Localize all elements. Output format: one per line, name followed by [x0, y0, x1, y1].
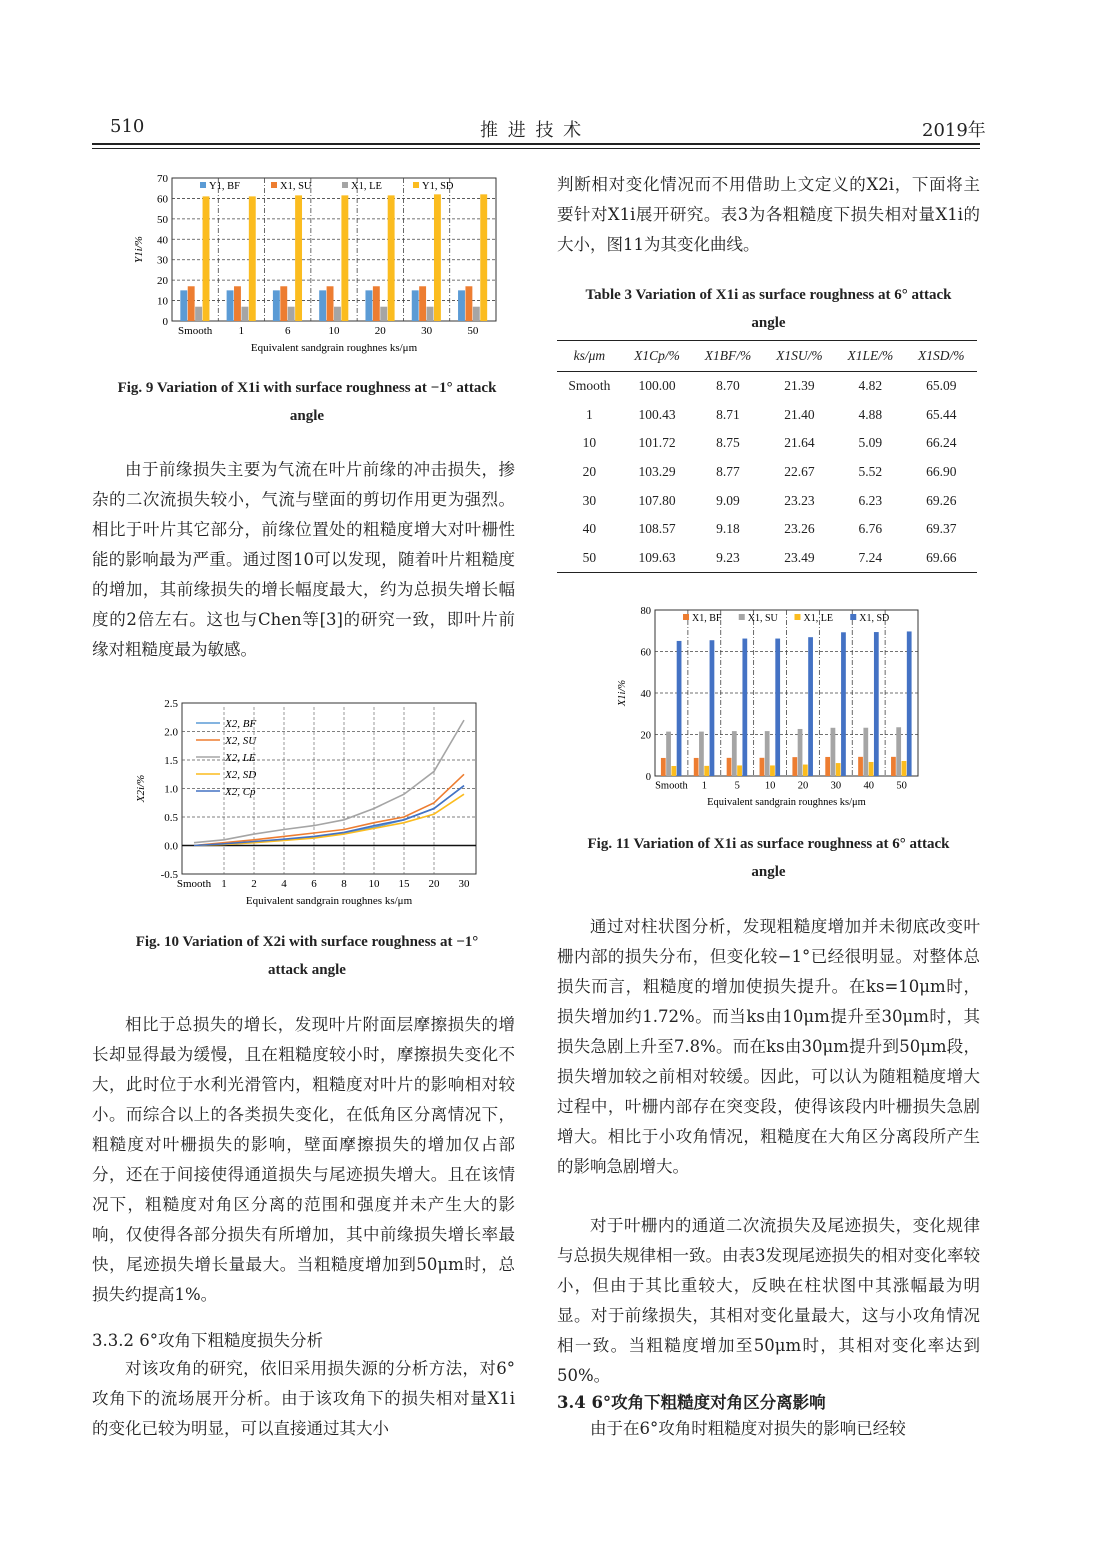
bar — [671, 766, 676, 776]
bar — [792, 757, 797, 776]
x-tick-label: 20 — [374, 325, 386, 337]
bar — [869, 762, 874, 776]
table-3 — [557, 340, 977, 573]
table-3-header: X1SD/% — [906, 341, 977, 372]
journal-title: 推 进 技 术 — [480, 120, 584, 141]
right-paragraph-0-text: 判断相对变化情况而不用借助上文定义的X2i，下面将主要针对X1i展开研究。表3为各粗糙度下损失相对量X1i的大小，图11为其变化曲线。 — [557, 175, 980, 254]
table-3-caption-line1: Table 3 Variation of X1i as surface roughness at 6° attack — [585, 287, 952, 303]
bar — [863, 728, 868, 776]
table-row — [557, 515, 977, 544]
table-3-header: X1Cp/% — [622, 341, 692, 372]
y-tick-label: 0.0 — [164, 840, 178, 853]
x-axis-label: Equivalent sandgrain roughnes ks/μm — [707, 797, 866, 808]
table-row — [557, 458, 977, 487]
x-tick-label: 4 — [281, 878, 287, 890]
bar — [803, 765, 808, 776]
bar — [319, 290, 326, 321]
y-tick-label: 20 — [157, 275, 168, 288]
left-paragraph-3 — [92, 1354, 515, 1444]
bar — [427, 307, 434, 321]
bar — [694, 758, 699, 776]
y-tick-label: 30 — [157, 254, 168, 267]
x-tick-label: 30 — [830, 780, 842, 792]
year: 2019年 — [922, 120, 986, 141]
table-cell: 66.24 — [926, 435, 957, 451]
bar — [831, 728, 836, 776]
bar — [798, 729, 803, 776]
figure-10-caption-line1: Fig. 10 Variation of X2i with surface roughness at −1° — [135, 934, 479, 950]
bar — [760, 758, 765, 776]
legend-label: X1, LE — [803, 613, 833, 624]
bar — [295, 195, 302, 321]
table-cell: 7.24 — [835, 544, 905, 573]
x-tick-label: Smooth — [655, 780, 688, 792]
legend-label: X1, SU — [747, 613, 778, 624]
bar — [241, 307, 248, 321]
legend-swatch — [850, 614, 856, 620]
x-tick-label: 2 — [251, 878, 257, 890]
y-tick-label: 60 — [640, 647, 651, 659]
right-paragraph-2-text: 对于叶栅内的通道二次流损失及尾迹损失，变化规律与总损失规律相一致。由表3发现尾迹损失的相对变化率较小，但由于其比重较大，反映在柱状图中其涨幅最为明显。对于前缘损失，其相对变化量最大，这与小攻角情况相一致。当粗糙度增加至50μm时，其相对变化率达到50%。 — [557, 1216, 980, 1385]
y-axis-label: X2i/% — [135, 774, 147, 803]
table-cell: 107.80 — [638, 492, 676, 508]
table-3-header: X1BF/% — [692, 341, 763, 372]
x-tick-label: 1 — [701, 780, 707, 792]
table-cell: 50 — [557, 544, 622, 573]
bar — [280, 286, 287, 321]
table-cell: 8.71 — [716, 406, 740, 422]
y-tick-label: 50 — [157, 213, 168, 226]
bar — [334, 307, 341, 321]
figure-11-caption-line2: angle — [751, 864, 786, 880]
bar — [742, 639, 747, 776]
table-cell: 65.44 — [926, 406, 957, 422]
bar — [327, 286, 334, 321]
figure-9-caption-line1: Fig. 9 Variation of X1i with surface roughness at −1° attack — [117, 380, 497, 396]
figure-10-caption-line2: attack angle — [268, 962, 346, 978]
table-cell: 100.43 — [638, 406, 676, 422]
table-3-header: X1LE/% — [835, 341, 905, 372]
bar — [891, 757, 896, 776]
y-tick-label: 2.5 — [164, 698, 178, 710]
y-tick-label: 10 — [157, 295, 168, 308]
x-axis-label: Equivalent sandgrain roughnes ks/μm — [250, 342, 418, 354]
bar — [195, 307, 202, 321]
bar — [480, 194, 487, 321]
table-row — [557, 401, 977, 430]
table-cell: 69.26 — [926, 492, 957, 508]
header-rule — [92, 143, 980, 145]
table-cell: 65.09 — [926, 378, 957, 394]
bar — [188, 286, 195, 321]
bar — [380, 307, 387, 321]
bar — [288, 307, 295, 321]
table-cell: 108.57 — [638, 521, 676, 537]
table-cell: 23.49 — [764, 544, 835, 573]
bar — [465, 286, 472, 321]
legend-swatch — [342, 182, 348, 188]
table-3-caption-line2: angle — [751, 315, 786, 331]
bar — [836, 763, 841, 776]
x-tick-label: 20 — [797, 780, 809, 792]
legend-label: X2, Cp — [225, 786, 256, 798]
bar — [770, 765, 775, 776]
bar — [373, 286, 380, 321]
table-cell: 23.26 — [784, 521, 815, 537]
bar — [825, 757, 830, 776]
bar — [661, 758, 666, 776]
bar — [234, 286, 241, 321]
table-cell: 4.82 — [858, 378, 883, 394]
right-paragraph-3-text: 由于在6°攻角时粗糙度对损失的影响已经较 — [590, 1419, 906, 1438]
table-cell: 9.23 — [692, 544, 763, 573]
y-tick-label: 80 — [640, 606, 651, 617]
table-row — [557, 486, 977, 515]
table-cell: 21.64 — [784, 435, 815, 451]
y-axis-label: Y1i/% — [133, 236, 145, 263]
table-cell: 30 — [582, 492, 597, 508]
legend-swatch — [739, 614, 745, 620]
bar — [227, 290, 234, 321]
legend-label: Y1, BF — [209, 181, 240, 192]
table-cell: 5.09 — [858, 435, 883, 451]
legend-swatch — [413, 182, 419, 188]
bar — [765, 731, 770, 776]
x-tick-label: 1 — [238, 325, 245, 337]
legend-label: X2, LE — [225, 752, 256, 764]
x-tick-label: 10 — [368, 878, 380, 890]
figure-9-caption — [92, 374, 522, 430]
table-cell: 21.40 — [784, 406, 815, 422]
bar — [737, 765, 742, 776]
y-tick-label: 60 — [157, 193, 168, 206]
left-paragraph-2 — [92, 1010, 515, 1310]
legend-swatch — [795, 614, 801, 620]
bar — [365, 290, 372, 321]
table-cell: 109.63 — [622, 544, 692, 573]
bar — [666, 732, 671, 776]
table-cell: 40 — [582, 521, 597, 537]
table-cell: 9.18 — [716, 521, 740, 537]
plot-frame — [172, 178, 496, 321]
x-tick-label: 6 — [284, 325, 291, 337]
bar — [902, 761, 907, 776]
section-heading-3-4: 3.4 6°攻角下粗糙度对角区分离影响 — [557, 1393, 826, 1412]
left-paragraph-1 — [92, 455, 515, 665]
y-tick-label: 2.0 — [164, 726, 178, 739]
figure-11-caption-line1: Fig. 11 Variation of X1i as surface roughness at 6° attack — [587, 836, 950, 852]
bar — [874, 632, 879, 776]
bar — [203, 196, 210, 321]
table-cell: 9.09 — [716, 492, 740, 508]
table-3-caption — [557, 281, 980, 337]
table-cell: 20 — [582, 464, 597, 480]
figure-9-chart — [110, 168, 510, 373]
table-cell: 1 — [586, 406, 593, 422]
x-tick-label: 5 — [734, 780, 740, 792]
figure-9-caption-line2: angle — [289, 408, 325, 424]
bar — [419, 286, 426, 321]
legend-label: X1, LE — [351, 181, 382, 192]
table-cell: 8.75 — [716, 435, 740, 451]
bar — [473, 307, 480, 321]
y-axis-label: X1i/% — [617, 679, 628, 707]
y-tick-label: 40 — [157, 234, 168, 247]
table-cell: 5.52 — [858, 464, 883, 480]
bar — [727, 758, 732, 776]
bar — [677, 641, 682, 776]
legend-label: X2, BF — [225, 718, 257, 730]
table-cell: 8.77 — [716, 464, 740, 480]
y-tick-label: -0.5 — [160, 869, 178, 881]
y-tick-label: 0 — [645, 772, 651, 783]
legend-swatch — [200, 182, 206, 188]
table-row — [557, 544, 977, 573]
x-tick-label: 20 — [428, 878, 440, 890]
table-cell: 23.23 — [784, 492, 815, 508]
left-paragraph-3-text: 对该攻角的研究，依旧采用损失源的分析方法，对6°攻角下的流场展开分析。由于该攻角下的损失相对量X1i的变化已较为明显，可以直接通过其大小 — [92, 1359, 515, 1438]
y-tick-label: 20 — [640, 730, 651, 742]
table-row — [557, 429, 977, 458]
bar — [858, 757, 863, 776]
table-cell: 66.90 — [926, 464, 957, 480]
table-cell: 69.66 — [906, 544, 977, 573]
figure-11-caption — [557, 830, 980, 886]
left-paragraph-2-text: 相比于总损失的增长，发现叶片附面层摩擦损失的增长却显得最为缓慢，且在粗糙度较小时，摩擦损失变化不大，此时位于水利光滑管内，粗糙度对叶片的影响相对较小。而综合以上的各类损失变化，在低角区分离情况下，粗糙度对叶栅损失的影响，壁面摩擦损失的增加仅占部分，还在于间接使得通道损失与尾迹损失增大。且在该情况下，粗糙度对角区分离的范围和强度并未产生大的影响，仅使得各部分损失有所增加，其中前缘损失增长率最快，尾迹损失增长量最大。当粗糙度增加到50μm时，总损失约提高1%。 — [92, 1015, 515, 1304]
y-tick-label: 70 — [157, 173, 168, 185]
legend-label: X2, SU — [225, 735, 257, 747]
left-paragraph-1-text: 由于前缘损失主要为气流在叶片前缘的冲击损失，掺杂的二次流损失较小，气流与壁面的剪切作用更为强烈。相比于叶片其它部分，前缘位置处的粗糙度增大对叶栅性能的影响最为严重。通过图10可以发现，随着叶片粗糙度的增加，其前缘损失的增长幅度最大，约为总损失增长幅度的2倍左右。这也与Chen等[3]的研究一致，即叶片前缘对粗糙度最为敏感。 — [92, 460, 515, 659]
figure-10-caption — [92, 928, 522, 984]
y-tick-label: 1.5 — [164, 755, 178, 767]
right-paragraph-1-text: 通过对柱状图分析，发现粗糙度增加并未彻底改变叶栅内部的损失分布，但变化较−1°已经很明显。对整体总损失而言，粗糙度的增加使损失提升。在ks=10μm时，损失增加约1.72%。而当ks由10μm提升至30μm时，其损失急剧上升至7.8%。而在ks由30μm提升到50μm段，损失增加较之前相对较缓。因此，可以认为随粗糙度增大过程中，叶栅内部存在突变段，使得该段内叶栅损失急剧增大。相比于小攻角情况，粗糙度在大角区分离段所产生的影响急剧增大。 — [557, 917, 980, 1176]
table-cell: 21.39 — [784, 378, 815, 394]
x-tick-label: 15 — [398, 878, 410, 890]
table-cell: 101.72 — [638, 435, 676, 451]
x-tick-label: 6 — [311, 878, 317, 890]
bar — [808, 637, 813, 776]
x-tick-label: Smooth — [178, 325, 213, 337]
bar — [896, 727, 901, 776]
legend-label: X2, SD — [225, 769, 257, 781]
x-tick-label: Smooth — [176, 878, 212, 890]
table-cell: 8.70 — [716, 378, 740, 394]
bar — [699, 732, 704, 776]
y-tick-label: 0 — [162, 316, 168, 328]
bar — [704, 766, 709, 776]
figure-11-chart — [605, 603, 935, 818]
table-cell: 69.37 — [926, 521, 957, 537]
y-tick-label: 1.0 — [164, 783, 178, 796]
legend-label: X1, SD — [859, 613, 890, 624]
table-3-header: X1SU/% — [764, 341, 835, 372]
table-3-header-row — [557, 341, 977, 372]
table-cell: 4.88 — [858, 406, 883, 422]
bar — [907, 631, 912, 776]
table-3-header: ks/μm — [557, 341, 622, 372]
bar — [249, 196, 256, 321]
legend-label: X1, SU — [280, 181, 312, 192]
legend-label: X1, BF — [692, 613, 722, 624]
y-tick-label: 0.5 — [164, 812, 178, 824]
x-tick-label: 30 — [421, 325, 433, 337]
bar — [434, 194, 441, 321]
x-tick-label: 8 — [341, 878, 347, 890]
bar — [841, 632, 846, 776]
x-tick-label: 10 — [764, 780, 776, 792]
header-rule-thin — [92, 148, 980, 149]
x-tick-label: 10 — [328, 325, 340, 337]
table-cell: 10 — [582, 435, 597, 451]
bar — [732, 731, 737, 776]
bar — [341, 195, 348, 321]
section-heading-3-3-2: 3.3.2 6°攻角下粗糙度损失分析 — [92, 1331, 323, 1350]
bar — [710, 640, 715, 776]
x-axis-label: Equivalent sandgrain roughnes ks/μm — [245, 895, 413, 907]
table-cell: 100.00 — [638, 378, 676, 394]
legend-swatch — [683, 614, 689, 620]
table-cell: 6.23 — [858, 492, 883, 508]
legend-label: Y1, SD — [422, 181, 454, 192]
bar — [388, 195, 395, 321]
x-tick-label: 30 — [458, 878, 470, 890]
page-number: 510 — [110, 116, 145, 137]
bar — [180, 290, 187, 321]
bar — [273, 290, 280, 321]
table-cell: Smooth — [568, 378, 611, 394]
table-row — [557, 372, 977, 401]
table-cell: 103.29 — [638, 464, 676, 480]
bar — [458, 290, 465, 321]
table-cell: 22.67 — [784, 464, 815, 480]
figure-10-chart — [110, 695, 510, 925]
x-tick-label: 50 — [467, 325, 479, 337]
bar — [412, 290, 419, 321]
table-cell: 6.76 — [858, 521, 883, 537]
right-paragraph-0 — [557, 170, 980, 260]
x-tick-label: 1 — [221, 878, 227, 890]
legend-swatch — [271, 182, 277, 188]
right-paragraph-3 — [557, 1414, 980, 1444]
y-tick-label: 40 — [640, 689, 651, 700]
bar — [775, 639, 780, 776]
x-tick-label: 50 — [896, 780, 907, 792]
right-paragraph-1 — [557, 912, 980, 1182]
x-tick-label: 40 — [863, 780, 874, 792]
right-paragraph-2 — [557, 1211, 980, 1391]
